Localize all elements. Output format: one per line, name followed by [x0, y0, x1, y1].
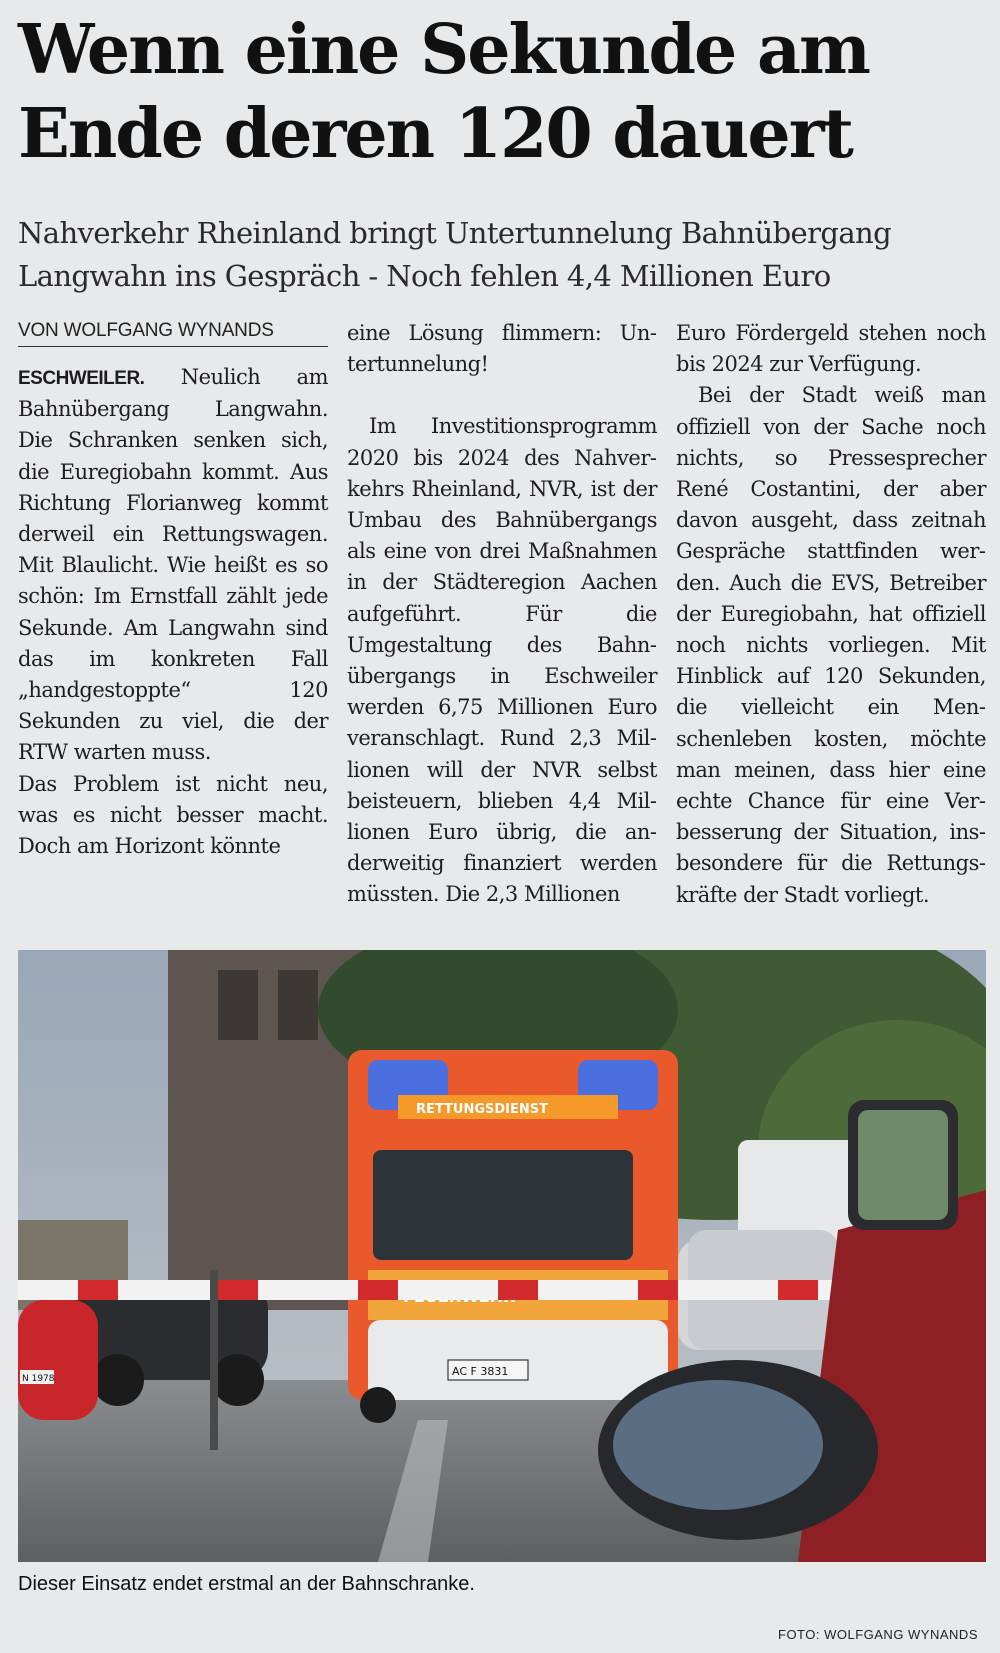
paragraph: Euro Fördergeld stehen noch bis 2024 zur Verfügung. [676, 321, 986, 377]
ambulance-plate: AC F 3831 [452, 1365, 509, 1378]
news-photo [18, 950, 986, 1562]
ambulance-top-label: RETTUNGSDIENST [416, 1102, 549, 1117]
photo-caption: Dieser Einsatz endet erstmal an der Bahnschranke. [18, 1573, 475, 1595]
headline [18, 8, 978, 176]
article-column-3 [676, 318, 986, 911]
headline-line-2: Ende deren 120 dauert [18, 94, 852, 174]
paragraph: eine Lösung flimmern: Untertunnelung! [347, 321, 657, 377]
paragraph [18, 362, 328, 769]
headline-line-1: Wenn eine Sekunde am [18, 10, 869, 90]
subheadline [18, 212, 978, 298]
photo-illustration [18, 950, 986, 1562]
subheadline-line-2: Langwahn ins Gespräch - Noch fehlen 4,4 Millionen Euro [18, 259, 831, 293]
paragraph: Im Investitionsprogramm 2020 bis 2024 des Nahverkehrs Rheinland, NVR, ist der Umbau des Bahnübergangs als eine von drei Maßnahmen in der Städteregion Aachen aufgeführt. Für die Umgestaltung des Bahnübergangs in Eschweiler werden 6,75 Millionen Euro veranschlagt. Rund 2,3 Millionen will der NVR selbst beisteuern, blieben 4,4 Millionen Euro übrig, die anderweitig finanziert werden müssten. Die 2,3 Millionen [347, 414, 657, 907]
left-car-plate: N 1978 [22, 1374, 55, 1384]
article-column-1 [18, 362, 328, 862]
subheadline-line-1: Nahverkehr Rheinland bringt Untertunnelung Bahnübergang [18, 216, 892, 250]
paragraph: Bei der Stadt weiß man offiziell von der Sache noch nichts, so Pressesprecher René Costantini, der aber davon ausgeht, dass zeitnah Gespräche stattfinden werden. Auch die EVS, Betreiber der Euregiobahn, hat offiziell noch nichts vorliegen. Mit Hinblick auf 120 Sekunden, die vielleicht ein Menschenleben kosten, möchte man meinen, dass hier eine echte Chance für eine Verbesserung der Situation, insbesondere für die Rettungskräfte der Stadt vorliegt. [676, 383, 986, 907]
photo-credit: FOTO: WOLFGANG WYNANDS [778, 1627, 978, 1642]
dateline: ESCHWEILER. [18, 368, 145, 389]
byline: VON WOLFGANG WYNANDS [18, 320, 328, 347]
paragraph: Das Problem ist nicht neu, was es nicht besser macht. Doch am Horizont könnte [18, 771, 328, 859]
paragraph-text: Neulich am Bahnübergang Langwahn. Die Schranken senken sich, die Euregiobahn kommt. Aus Richtung Florianweg kommt derweil ein Rettungswagen. Mit Blaulicht. Wie heißt es so schön: Im Ernstfall zählt jede Sekunde. Am Langwahn sind das im konkreten Fall „handgestoppte“ 120 Sekunden zu viel, die der RTW warten muss. [18, 365, 328, 765]
article-column-2 [347, 318, 657, 911]
